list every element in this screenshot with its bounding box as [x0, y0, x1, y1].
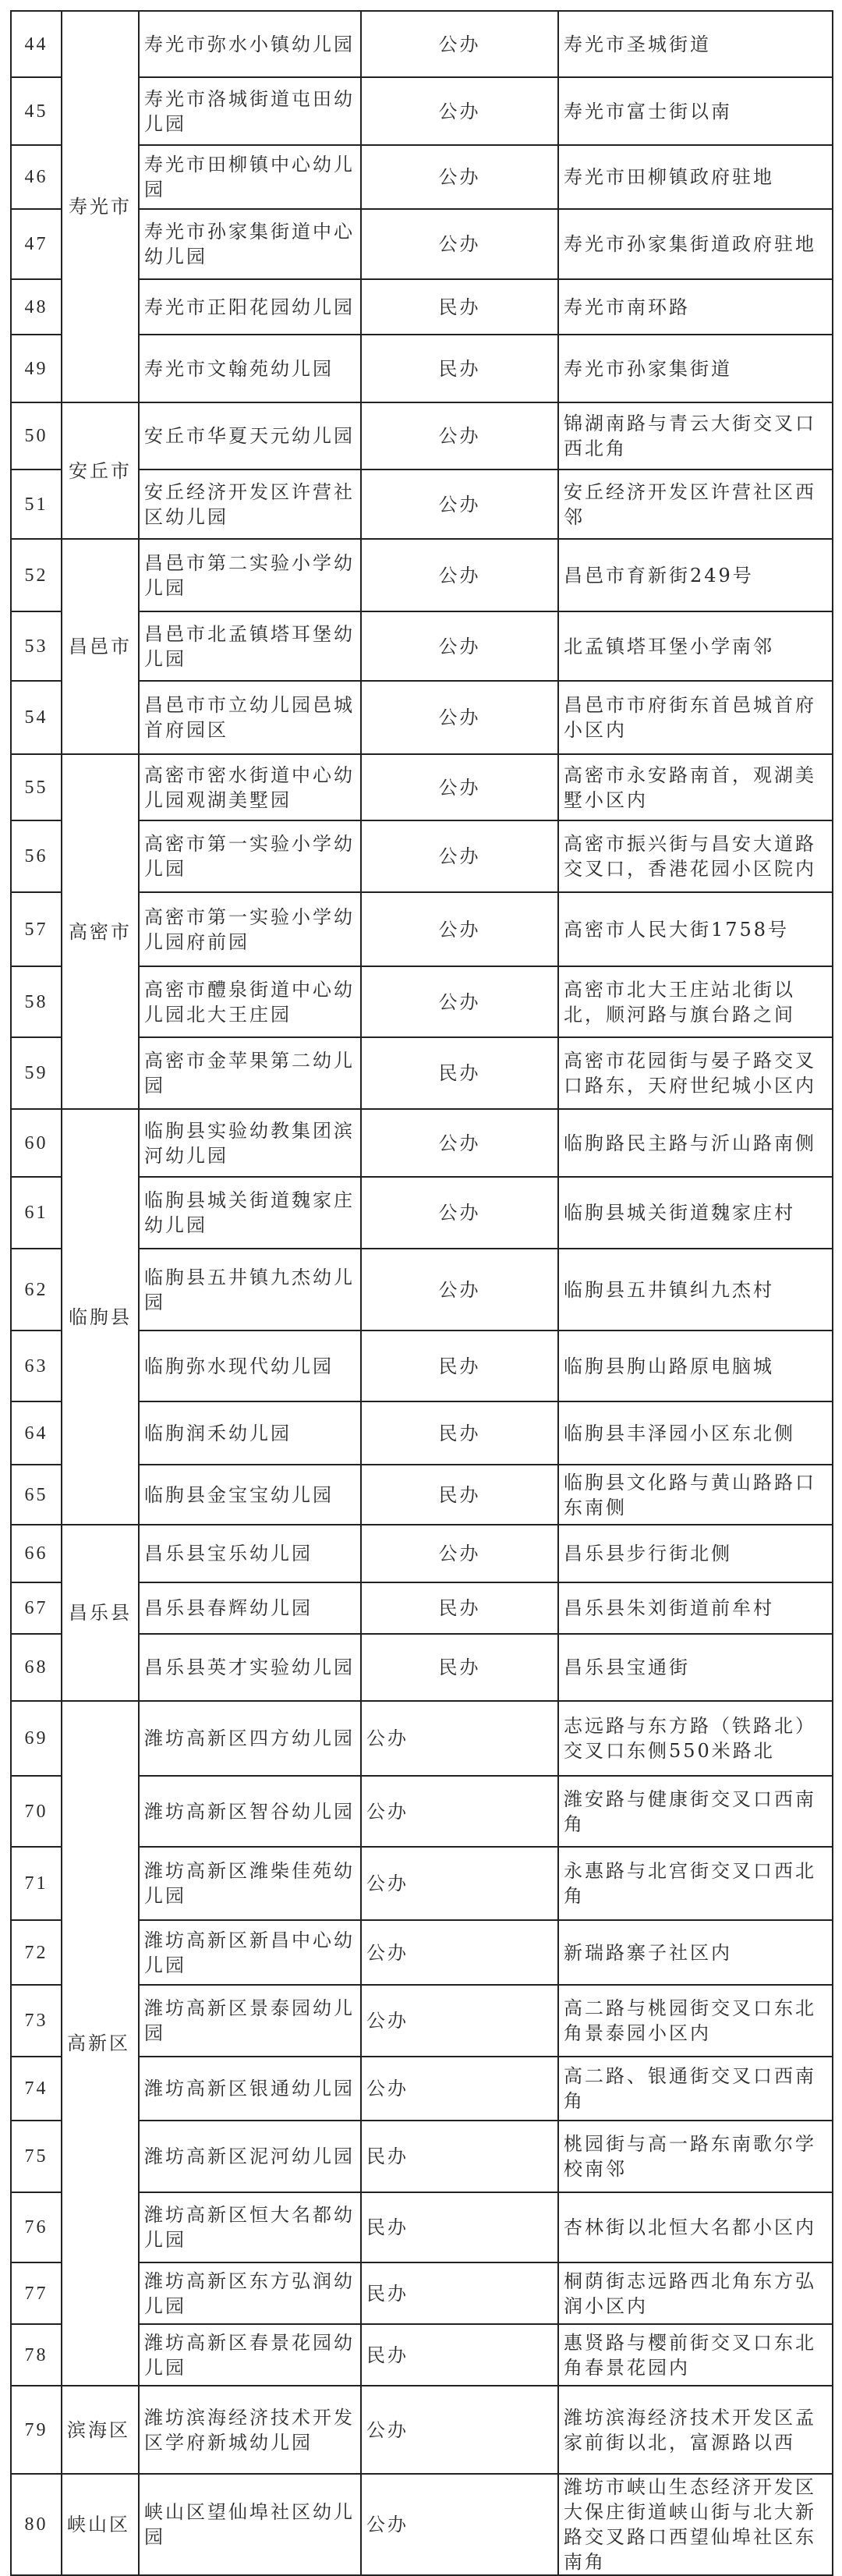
seq-cell: 62 [11, 1249, 62, 1331]
kindergarten-name-cell: 临朐县金宝宝幼儿园 [139, 1465, 361, 1525]
seq-cell: 71 [11, 1847, 62, 1920]
ownership-type-cell: 公办 [361, 1177, 558, 1249]
seq-cell: 57 [11, 892, 62, 966]
kindergarten-name-cell: 潍坊高新区智谷幼儿园 [139, 1776, 361, 1847]
ownership-type-cell: 公办 [361, 539, 558, 611]
ownership-type-cell: 公办 [361, 469, 558, 539]
kindergarten-name-cell: 安丘经济开发区许营社区幼儿园 [139, 469, 361, 539]
ownership-type-cell: 公办 [361, 966, 558, 1037]
seq-cell: 66 [11, 1525, 62, 1582]
seq-cell: 79 [11, 2386, 62, 2474]
table-row [11, 754, 833, 820]
seq-cell: 63 [11, 1331, 62, 1401]
address-cell: 寿光市富士街以南 [558, 77, 833, 145]
ownership-type-cell: 公办 [361, 1109, 558, 1177]
kindergarten-name-cell: 高密市第一实验小学幼儿园府前园 [139, 892, 361, 966]
ownership-type-cell: 公办 [361, 1847, 558, 1920]
seq-cell: 61 [11, 1177, 62, 1249]
seq-cell: 70 [11, 1776, 62, 1847]
district-cell: 安丘市 [62, 402, 139, 539]
district-cell: 昌乐县 [62, 1525, 139, 1701]
address-cell: 临朐县文化路与黄山路路口东南侧 [558, 1465, 833, 1525]
kindergarten-name-cell: 潍坊高新区新昌中心幼儿园 [139, 1920, 361, 1985]
table-row [11, 1109, 833, 1177]
seq-cell: 44 [11, 11, 62, 77]
ownership-type-cell: 公办 [361, 11, 558, 77]
table-row [11, 539, 833, 611]
ownership-type-cell: 民办 [361, 1401, 558, 1465]
seq-cell: 64 [11, 1401, 62, 1465]
seq-cell: 46 [11, 145, 62, 209]
district-cell: 临朐县 [62, 1109, 139, 1525]
address-cell: 临朐县五井镇纠九杰村 [558, 1249, 833, 1331]
address-cell: 志远路与东方路（铁路北）交叉口东侧550米路北 [558, 1701, 833, 1776]
kindergarten-name-cell: 昌乐县春辉幼儿园 [139, 1582, 361, 1634]
kindergarten-name-cell: 寿光市弥水小镇幼儿园 [139, 11, 361, 77]
seq-cell: 60 [11, 1109, 62, 1177]
ownership-type-cell: 民办 [361, 2121, 558, 2192]
ownership-type-cell: 民办 [361, 335, 558, 402]
address-cell: 高密市花园街与晏子路交叉口路东，天府世纪城小区内 [558, 1037, 833, 1109]
address-cell: 安丘经济开发区许营社区西邻 [558, 469, 833, 539]
kindergarten-name-cell: 寿光市文翰苑幼儿园 [139, 335, 361, 402]
ownership-type-cell: 民办 [361, 2192, 558, 2262]
seq-cell: 80 [11, 2474, 62, 2575]
kindergarten-name-cell: 潍坊高新区恒大名都幼儿园 [139, 2192, 361, 2262]
ownership-type-cell: 公办 [361, 681, 558, 754]
seq-cell: 54 [11, 681, 62, 754]
kindergarten-name-cell: 寿光市正阳花园幼儿园 [139, 279, 361, 335]
address-cell: 高密市振兴街与昌安大道路交叉口，香港花园小区院内 [558, 820, 833, 892]
kindergarten-name-cell: 临朐润禾幼儿园 [139, 1401, 361, 1465]
kindergarten-name-cell: 潍坊高新区泥河幼儿园 [139, 2121, 361, 2192]
ownership-type-cell: 公办 [361, 1249, 558, 1331]
address-cell: 寿光市孙家集街道 [558, 335, 833, 402]
address-cell: 高密市永安路南首，观湖美墅小区内 [558, 754, 833, 820]
kindergarten-name-cell: 潍坊高新区春景花园幼儿园 [139, 2324, 361, 2386]
ownership-type-cell: 公办 [361, 892, 558, 966]
seq-cell: 55 [11, 754, 62, 820]
address-cell: 寿光市南环路 [558, 279, 833, 335]
ownership-type-cell: 公办 [361, 2386, 558, 2474]
seq-cell: 78 [11, 2324, 62, 2386]
ownership-type-cell: 公办 [361, 1776, 558, 1847]
table-body [11, 11, 833, 2575]
address-cell: 高密市人民大街1758号 [558, 892, 833, 966]
seq-cell: 75 [11, 2121, 62, 2192]
seq-cell: 51 [11, 469, 62, 539]
ownership-type-cell: 民办 [361, 279, 558, 335]
ownership-type-cell: 公办 [361, 2057, 558, 2121]
kindergarten-name-cell: 寿光市田柳镇中心幼儿园 [139, 145, 361, 209]
address-cell: 昌乐县宝通街 [558, 1634, 833, 1701]
seq-cell: 69 [11, 1701, 62, 1776]
kindergarten-name-cell: 临朐县城关街道魏家庄幼儿园 [139, 1177, 361, 1249]
ownership-type-cell: 公办 [361, 145, 558, 209]
address-cell: 杏林街以北恒大名都小区内 [558, 2192, 833, 2262]
ownership-type-cell: 公办 [361, 209, 558, 279]
kindergarten-name-cell: 寿光市洛城街道屯田幼儿园 [139, 77, 361, 145]
ownership-type-cell: 民办 [361, 1037, 558, 1109]
seq-cell: 76 [11, 2192, 62, 2262]
address-cell: 高密市北大王庄站北街以北，顺河路与旗台路之间 [558, 966, 833, 1037]
ownership-type-cell: 民办 [361, 1582, 558, 1634]
district-cell: 昌邑市 [62, 539, 139, 754]
seq-cell: 68 [11, 1634, 62, 1701]
ownership-type-cell: 民办 [361, 1634, 558, 1701]
address-cell: 昌乐县朱刘街道前牟村 [558, 1582, 833, 1634]
kindergarten-name-cell: 高密市第一实验小学幼儿园 [139, 820, 361, 892]
kindergarten-name-cell: 潍坊高新区景泰园幼儿园 [139, 1985, 361, 2057]
district-cell: 高密市 [62, 754, 139, 1109]
kindergarten-name-cell: 临朐县五井镇九杰幼儿园 [139, 1249, 361, 1331]
table-row [11, 2386, 833, 2474]
ownership-type-cell: 民办 [361, 1331, 558, 1401]
ownership-type-cell: 公办 [361, 2474, 558, 2575]
seq-cell: 65 [11, 1465, 62, 1525]
ownership-type-cell: 公办 [361, 611, 558, 681]
kindergarten-name-cell: 潍坊滨海经济技术开发区学府新城幼儿园 [139, 2386, 361, 2474]
table-row [11, 1525, 833, 1582]
table-row [11, 402, 833, 469]
kindergarten-name-cell: 潍坊高新区东方弘润幼儿园 [139, 2262, 361, 2324]
ownership-type-cell: 公办 [361, 1985, 558, 2057]
kindergarten-name-cell: 临朐弥水现代幼儿园 [139, 1331, 361, 1401]
seq-cell: 67 [11, 1582, 62, 1634]
address-cell: 潍安路与健康街交叉口西南角 [558, 1776, 833, 1847]
table-row [11, 1701, 833, 1776]
kindergarten-name-cell: 昌乐县宝乐幼儿园 [139, 1525, 361, 1582]
address-cell: 寿光市孙家集街道政府驻地 [558, 209, 833, 279]
address-cell: 永惠路与北宫街交叉口西北角 [558, 1847, 833, 1920]
address-cell: 锦湖南路与青云大街交叉口西北角 [558, 402, 833, 469]
address-cell: 临朐县朐山路原电脑城 [558, 1331, 833, 1401]
seq-cell: 48 [11, 279, 62, 335]
seq-cell: 50 [11, 402, 62, 469]
seq-cell: 56 [11, 820, 62, 892]
ownership-type-cell: 公办 [361, 77, 558, 145]
kindergarten-name-cell: 高密市醴泉街道中心幼儿园北大王庄园 [139, 966, 361, 1037]
kindergarten-name-cell: 临朐县实验幼教集团滨河幼儿园 [139, 1109, 361, 1177]
ownership-type-cell: 民办 [361, 1465, 558, 1525]
address-cell: 潍坊滨海经济技术开发区孟家前街以北，富源路以西 [558, 2386, 833, 2474]
seq-cell: 72 [11, 1920, 62, 1985]
address-cell: 高二路与桃园街交叉口东北角景泰园小区内 [558, 1985, 833, 2057]
seq-cell: 53 [11, 611, 62, 681]
kindergarten-name-cell: 峡山区望仙埠社区幼儿园 [139, 2474, 361, 2575]
district-cell: 峡山区 [62, 2474, 139, 2575]
table-row [11, 2474, 833, 2575]
ownership-type-cell: 民办 [361, 2262, 558, 2324]
seq-cell: 58 [11, 966, 62, 1037]
kindergarten-name-cell: 潍坊高新区四方幼儿园 [139, 1701, 361, 1776]
ownership-type-cell: 公办 [361, 820, 558, 892]
seq-cell: 73 [11, 1985, 62, 2057]
seq-cell: 49 [11, 335, 62, 402]
seq-cell: 52 [11, 539, 62, 611]
district-cell: 滨海区 [62, 2386, 139, 2474]
address-cell: 昌邑市市府街东首邑城首府小区内 [558, 681, 833, 754]
kindergarten-name-cell: 高密市金苹果第二幼儿园 [139, 1037, 361, 1109]
address-cell: 寿光市圣城街道 [558, 11, 833, 77]
kindergarten-name-cell: 潍坊高新区银通幼儿园 [139, 2057, 361, 2121]
table-row [11, 11, 833, 77]
ownership-type-cell: 公办 [361, 1920, 558, 1985]
kindergarten-name-cell: 潍坊高新区潍柴佳苑幼儿园 [139, 1847, 361, 1920]
address-cell: 临朐县城关街道魏家庄村 [558, 1177, 833, 1249]
seq-cell: 77 [11, 2262, 62, 2324]
ownership-type-cell: 民办 [361, 2324, 558, 2386]
address-cell: 桐荫街志远路西北角东方弘润小区内 [558, 2262, 833, 2324]
kindergarten-name-cell: 昌乐县英才实验幼儿园 [139, 1634, 361, 1701]
kindergarten-name-cell: 昌邑市北孟镇塔耳堡幼儿园 [139, 611, 361, 681]
address-cell: 新瑞路寨子社区内 [558, 1920, 833, 1985]
seq-cell: 74 [11, 2057, 62, 2121]
ownership-type-cell: 公办 [361, 402, 558, 469]
kindergarten-name-cell: 昌邑市市立幼儿园邑城首府园区 [139, 681, 361, 754]
address-cell: 临朐路民主路与沂山路南侧 [558, 1109, 833, 1177]
ownership-type-cell: 公办 [361, 754, 558, 820]
district-cell: 高新区 [62, 1701, 139, 2386]
seq-cell: 47 [11, 209, 62, 279]
kindergarten-name-cell: 昌邑市第二实验小学幼儿园 [139, 539, 361, 611]
ownership-type-cell: 公办 [361, 1701, 558, 1776]
address-cell: 寿光市田柳镇政府驻地 [558, 145, 833, 209]
address-cell: 惠贤路与樱前街交叉口东北角春景花园内 [558, 2324, 833, 2386]
address-cell: 桃园街与高一路东南歌尔学校南邻 [558, 2121, 833, 2192]
seq-cell: 59 [11, 1037, 62, 1109]
address-cell: 昌邑市育新街249号 [558, 539, 833, 611]
kindergarten-name-cell: 安丘市华夏天元幼儿园 [139, 402, 361, 469]
ownership-type-cell: 公办 [361, 1525, 558, 1582]
address-cell: 昌乐县步行街北侧 [558, 1525, 833, 1582]
address-cell: 潍坊市峡山生态经济开发区大保庄街道峡山街与北大新路交叉路口西望仙埠社区东南角 [558, 2474, 833, 2575]
address-cell: 高二路、银通街交叉口西南角 [558, 2057, 833, 2121]
address-cell: 临朐县丰泽园小区东北侧 [558, 1401, 833, 1465]
kindergarten-name-cell: 高密市密水街道中心幼儿园观湖美墅园 [139, 754, 361, 820]
address-cell: 北孟镇塔耳堡小学南邻 [558, 611, 833, 681]
seq-cell: 45 [11, 77, 62, 145]
kindergarten-name-cell: 寿光市孙家集街道中心幼儿园 [139, 209, 361, 279]
kindergarten-table [10, 10, 833, 2576]
district-cell: 寿光市 [62, 11, 139, 402]
